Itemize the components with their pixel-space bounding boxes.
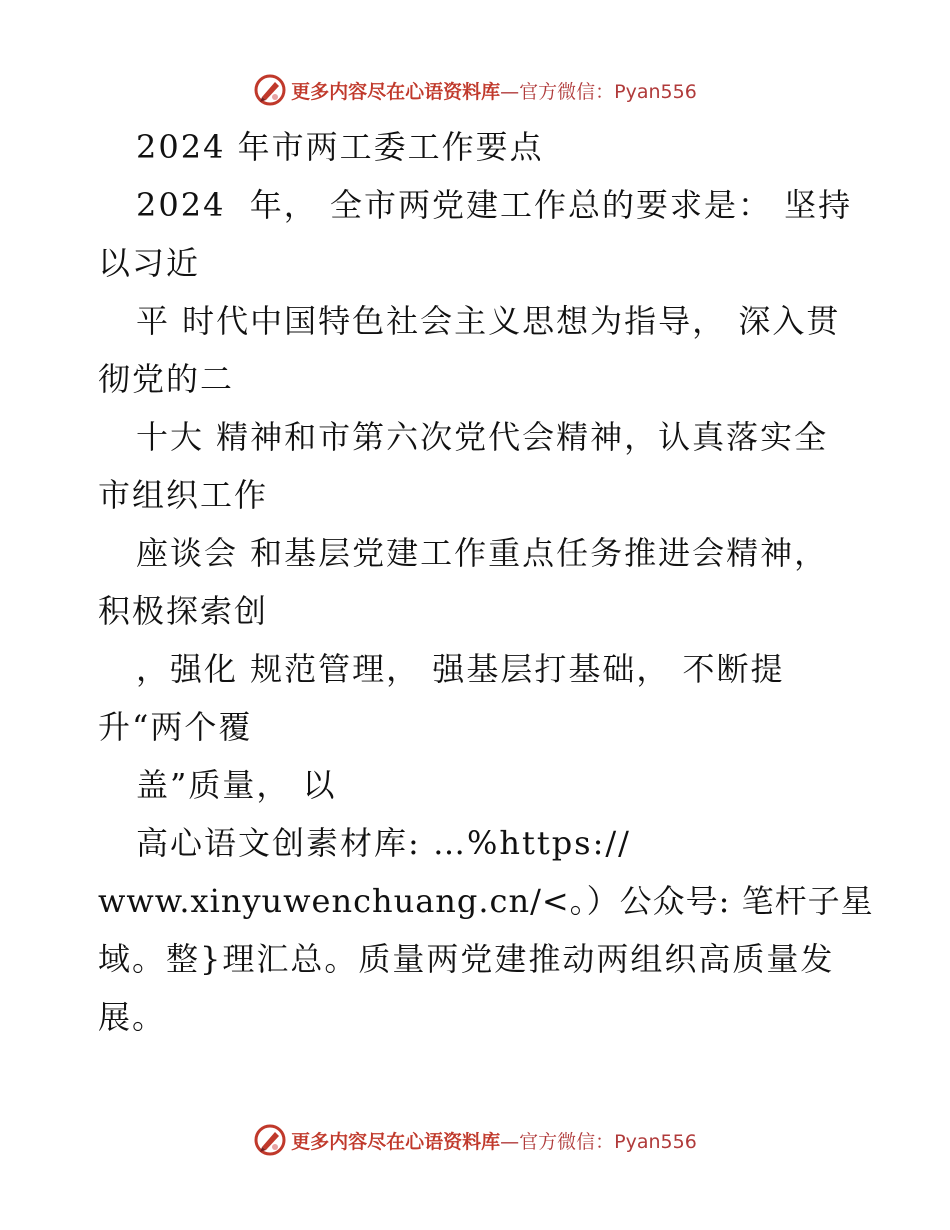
header-banner-text [291, 77, 697, 104]
doc-line: 市组织工作 [98, 476, 269, 514]
doc-line: ，强化 规范管理， 强基层打基础， 不断提 [136, 650, 785, 688]
doc-line: 盖”质量， 以 [136, 766, 337, 804]
footer-banner-wechat: 官方微信：Pyan556 [519, 1130, 697, 1153]
doc-line: 展。 [98, 998, 167, 1036]
doc-line: 域。整}理汇总。质量两党建推动两组织高质量发 [98, 940, 835, 978]
doc-line: 座谈会 和基层党建工作重点任务推进会精神， [136, 534, 829, 572]
doc-line: 十大 精神和市第六次党代会精神，认真落实全 [136, 418, 829, 456]
doc-title: 2024 年市两工委工作要点 [136, 128, 544, 166]
pen-logo-icon [253, 73, 287, 107]
doc-line: 平 时代中国特色社会主义思想为指导， 深入贯 [136, 302, 841, 340]
pen-logo-icon [253, 1123, 287, 1157]
doc-line: 积极探索创 [98, 592, 269, 630]
header-banner [0, 70, 950, 110]
doc-line: 彻党的二 [98, 360, 235, 398]
footer-banner-title: 更多内容尽在心语资料库 [291, 1130, 501, 1153]
header-banner-separator: — [500, 80, 520, 103]
doc-line: 升“两个覆 [98, 708, 253, 746]
doc-line: www.xinyuwenchuang.cn/<。）公众号: 笔杆子星 [98, 882, 874, 920]
footer-banner-separator: — [500, 1130, 520, 1153]
header-banner-title: 更多内容尽在心语资料库 [291, 80, 501, 103]
doc-line: 以习近 [98, 244, 201, 282]
doc-line: 2024 年， 全市两党建工作总的要求是： 坚持 [136, 186, 853, 224]
doc-line: 高心语文创素材库: …%https:// [136, 824, 631, 862]
footer-banner [0, 1120, 950, 1160]
footer-banner-text [291, 1127, 697, 1154]
header-banner-wechat: 官方微信：Pyan556 [519, 80, 697, 103]
